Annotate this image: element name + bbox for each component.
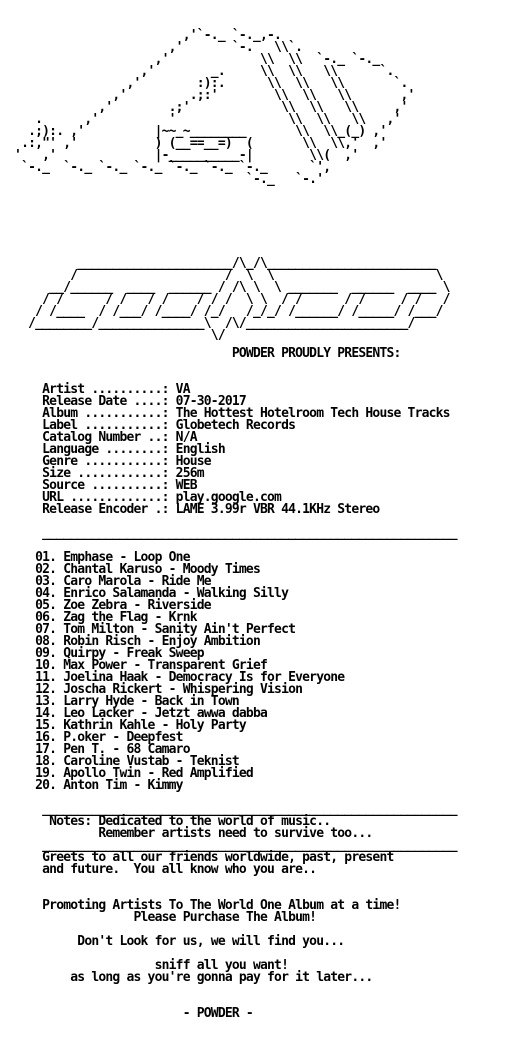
release-info-block: Artist ..........: VA Release Date ....: 07-30-2017 Album ...........: The Hottest Hotelroom Tech House Tracks Label ...........: Globetech Records Catalog Number ..: N/A Language ........: English Genre ...........: House Size ............: 256m Source ..........: WEB URL .............: play.google.com Release Encoder .: LAME 3.99r VBR 44.1KHz Stereo ___________________________________________________________ <box>42 382 457 541</box>
tracklist-block: 01. Emphase - Loop One 02. Chantal Karuso - Moody Times 03. Caro Marola - Ride Me 04. Enrico Salamanda - Walking Silly 05. Zoe Zebra - Riverside 06. Zag the Flag - Krnk 07. Tom Milton - Sanity Ain't Perfect 08. Robin Risch - Enjoy Ambition 09. Quirpy - Freak Sweep 10. Max Power - Transparent Grief 11. Joelina Haak - Democracy Is for Everyone 12. Joscha Rickert - Whispering Vision 13. Larry Hyde - Back in Town 14. Leo Lacker - Jetzt awwa dabba 15. Kathrin Kahle - Holy Party 16. P.oker - Deepfest 17. Pen T. - 68 Camaro 18. Caroline Vustab - Teknist 19. Apollo Twin - Red Amplified 20. Anton Tim - Kimmy <box>35 550 345 793</box>
notes-and-greets-block: ___________________________________________________________ Notes: Dedicated to the world of music.. Remember artists need to survive too... ___________________________________________________________ Greets to all our friends worldwide, past, present and future. You all know who you are.. Promoting Artists To The World One Album at a time! Please Purchase The Album! Don't Look for us, we will find you... sniff all you want! as long as you're gonna pay for it later... - POWDER - <box>42 802 457 1021</box>
ascii-art-banner: ______________________/\_/\________________________ / / \ \ \ __/______ ____ ______ / /\ \ \ _______ ______ ____ \ / / / / / / / / / \ \ / / / / / / / / /____ / /___/ /____/ /_/ /_/_/ /______/ /_____/ /___/ /________/_______________\ /\/_______________________/ \/ <box>28 256 450 343</box>
presents-heading: POWDER PROUDLY PRESENTS: <box>0 346 401 361</box>
ascii-art-logo: ,'`-._ `-._,-. ,' `-. \\`. ,' \\ \\ `-._ `-._ ,' _. \\ \\ \\ `. ,' :):. \\ \\ \\ `. ,' .;:' \\ \\ \\ ,' ,' .;' \\ \\ \\ ,' . ,' ' \\ \\ \\ ,' .;):. ,' |~~_~________ \\ \\_(_) ,' .:,"' ,' ) (__==__=) ( \\ \\,' ,' ' ,' |-__________-| \\( ,' `-._ `-._ `-._ `-._ `-._ `-._ `-._ `', `-._ `-.' <box>14 28 415 187</box>
